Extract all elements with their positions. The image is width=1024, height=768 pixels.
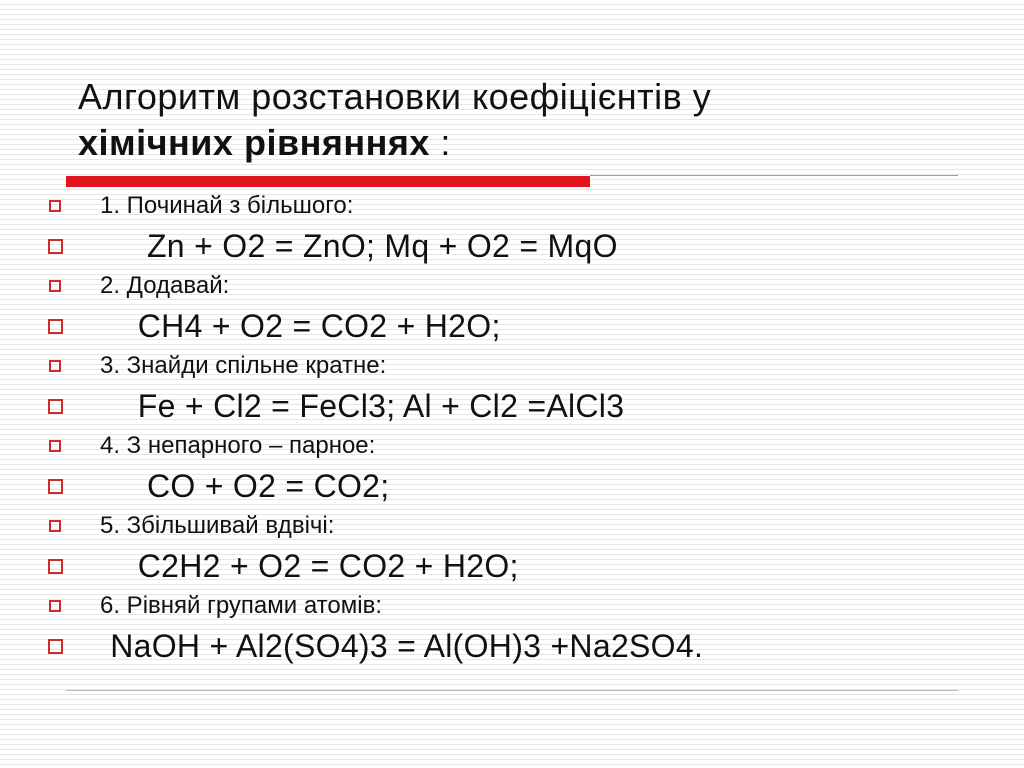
equation-text: CH4 + O2 = CO2 + H2O;: [101, 307, 501, 344]
hollow-square-bullet-icon: [48, 399, 63, 414]
hollow-square-bullet-icon: [49, 200, 61, 212]
title-bold-phrase: хімічних рівняннях: [78, 122, 430, 163]
slide-title: [78, 74, 958, 166]
hollow-square-bullet-icon: [48, 239, 63, 254]
hollow-square-bullet-icon: [48, 639, 63, 654]
equation-text: CO + O2 = CO2;: [101, 467, 390, 504]
list-item-step-6: [46, 588, 986, 624]
list-item-step-5: [46, 508, 986, 544]
hollow-square-bullet-icon: [49, 440, 61, 452]
list-item-equation-4: [46, 464, 986, 508]
hollow-square-bullet-icon: [48, 479, 63, 494]
step-text: 3. Знайди спільне кратне:: [100, 352, 387, 379]
step-text: 1. Починай з більшого:: [100, 192, 354, 219]
hollow-square-bullet-icon: [48, 319, 63, 334]
step-text: 2. Додавай:: [100, 272, 230, 299]
list-item-equation-5: [46, 544, 986, 588]
hollow-square-bullet-icon: [49, 520, 61, 532]
equation-text: Fe + Cl2 = FeCl3; Al + Cl2 =AlCl3: [101, 387, 625, 424]
bottom-divider-line: [66, 690, 958, 691]
hollow-square-bullet-icon: [49, 600, 61, 612]
list-item-step-1: [46, 188, 986, 224]
list-item-equation-2: [46, 304, 986, 348]
equation-text: C2H2 + O2 = CO2 + H2O;: [101, 547, 519, 584]
title-line-1: Алгоритм розстановки коефіцієнтів у: [78, 76, 712, 117]
hollow-square-bullet-icon: [49, 280, 61, 292]
list-item-equation-6: [46, 624, 986, 668]
step-text: 4. З непарного – парное:: [100, 432, 376, 459]
equation-text: Zn + O2 = ZnO; Mq + O2 = MqO: [101, 227, 618, 264]
step-text: 5. Збільшивай вдвічі:: [100, 512, 335, 539]
list-item-step-3: [46, 348, 986, 384]
title-divider-line: [590, 175, 958, 176]
list-item-step-4: [46, 428, 986, 464]
hollow-square-bullet-icon: [49, 360, 61, 372]
equation-text: NaOH + Al2(SO4)3 = Al(OH)3 +Na2SO4.: [101, 627, 704, 664]
algorithm-list: [46, 188, 986, 668]
list-item-equation-1: [46, 224, 986, 268]
title-accent-bar: [66, 176, 590, 187]
list-item-step-2: [46, 268, 986, 304]
title-suffix: :: [429, 122, 451, 163]
step-text: 6. Рівняй групами атомів:: [100, 592, 382, 619]
list-item-equation-3: [46, 384, 986, 428]
hollow-square-bullet-icon: [48, 559, 63, 574]
